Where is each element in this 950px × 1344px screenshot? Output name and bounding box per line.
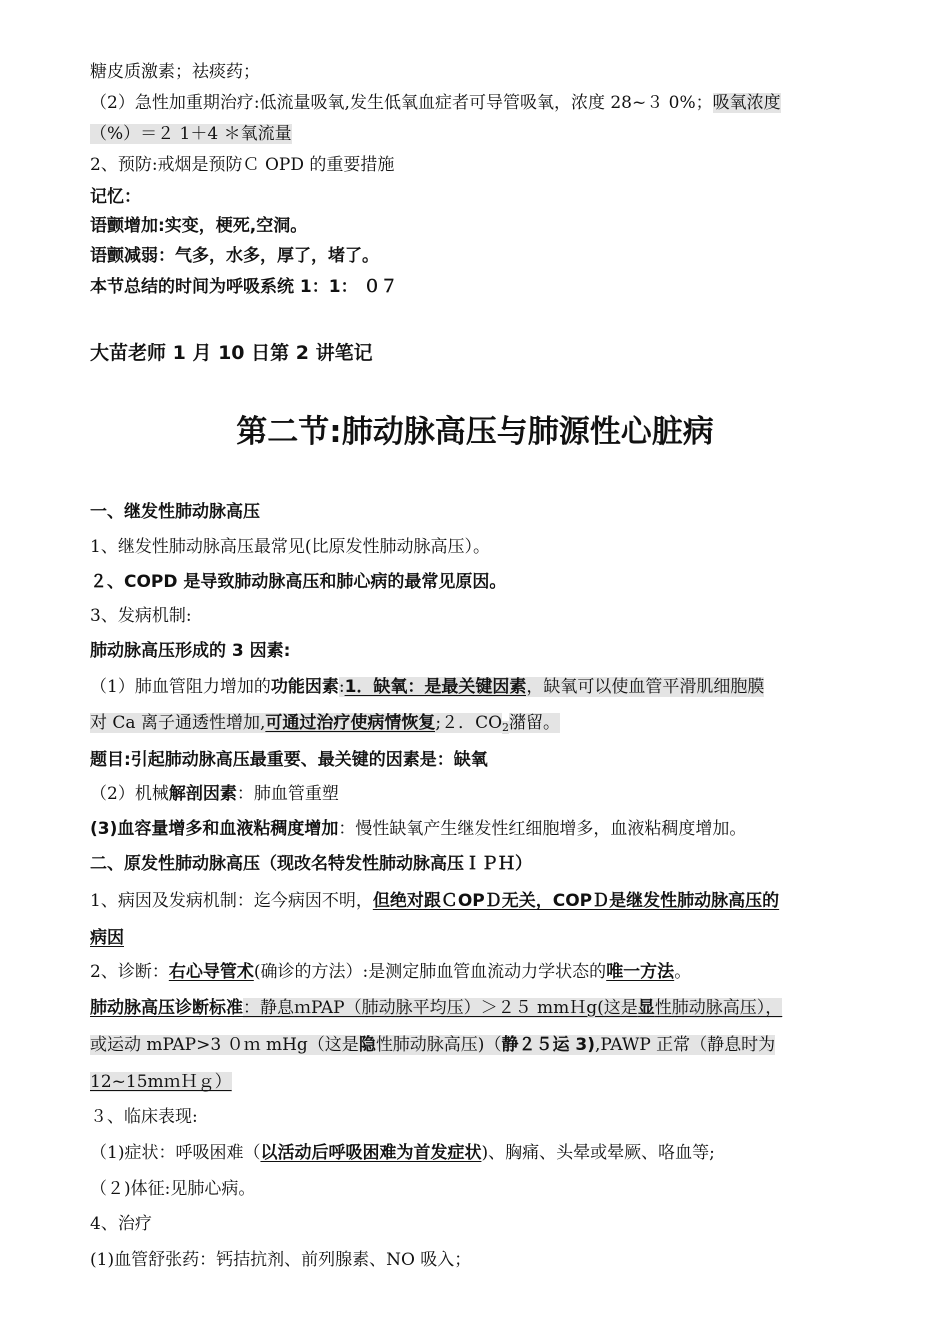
- text-line: (1)血管舒张药：钙拮抗剂、前列腺素、NO 吸入；: [90, 1250, 472, 1270]
- key-point: 唯一方法: [606, 962, 675, 982]
- text-line: [90, 711, 862, 740]
- key-point: 病因: [90, 928, 124, 948]
- text-line: [90, 817, 862, 841]
- highlighted-text: 吸氧浓度: [712, 93, 781, 113]
- highlighted-text: 12~15mｍＨｇ）: [90, 1072, 232, 1092]
- highlighted-text: 对 Ca 离子通透性增加,: [90, 713, 266, 733]
- text-span: （2）急性加重期治疗:低流量吸氧,发生低氧血症者可导管吸氧，浓度 28~３ 0%；: [90, 93, 713, 113]
- key-point: 但绝对跟ＣOPＤ无关，COPＤ是继发性肺动脉高压的: [372, 891, 780, 911]
- text-span: 1、病因及发病机制：迄今病因不明，: [90, 891, 373, 911]
- text-line: 2、预防:戒烟是预防Ｃ OPD 的重要措施: [90, 155, 395, 175]
- text-line: 1、继发性肺动脉高压最常见(比原发性肺动脉高压）。: [90, 537, 490, 557]
- text-line: 糖皮质激素；祛痰药；: [90, 62, 260, 82]
- highlighted-text: 或运动 mPAP>3 ０ｍ mHg（这是: [90, 1035, 359, 1055]
- memo-line: 语颤减弱：气多，水多，厚了，堵了。: [90, 246, 379, 266]
- memo-title: 记忆：: [90, 187, 141, 207]
- highlighted-text: 性肺动脉高压)（: [375, 1035, 502, 1055]
- text-line: [90, 926, 862, 950]
- text-line: [90, 1141, 862, 1165]
- bold-term: 功能因素: [270, 677, 339, 697]
- subscript: 2: [502, 721, 510, 734]
- text-line: [90, 91, 862, 115]
- text-line: [90, 960, 862, 984]
- text-line: [90, 782, 862, 806]
- text-span: )、胸痛、头晕或晕厥、咯血等;: [481, 1143, 715, 1163]
- text-span: :: [338, 677, 345, 697]
- bold-term: 解剖因素: [168, 784, 237, 804]
- key-point: 右心导管术: [168, 962, 254, 982]
- text-span: （2）机械: [90, 784, 169, 804]
- text-line-bold: 肺动脉高压形成的 3 因素:: [90, 641, 291, 661]
- text-line: ３、临床表现:: [90, 1107, 198, 1127]
- highlighted-text: 性肺动脉高压），: [654, 998, 783, 1018]
- text-span: ：慢性缺氧产生继发性红细胞增多，血液粘稠度增加。: [338, 819, 747, 839]
- text-line: [90, 122, 862, 146]
- highlighted-text: ;２．CO: [435, 713, 503, 733]
- highlighted-text: 潴留。: [509, 713, 561, 733]
- memo-line: 本节总结的时间为呼吸系统 1：1： ０７: [90, 277, 398, 297]
- key-point: 以活动后呼吸困难为首发症状: [260, 1143, 482, 1163]
- highlighted-text: ,PAWP 正常（静息时为: [594, 1035, 776, 1055]
- text-line: 4、治疗: [90, 1214, 152, 1234]
- text-line: （２)体征:见肺心病。: [90, 1179, 256, 1199]
- text-line: [90, 996, 862, 1020]
- text-line: 3、发病机制:: [90, 606, 192, 626]
- question-line: 题目:引起肺动脉高压最重要、最关键的因素是：缺氧: [90, 750, 488, 770]
- text-span: （1)症状：呼吸困难（: [90, 1143, 261, 1163]
- bold-term: 肺动脉高压诊断标准: [90, 998, 243, 1018]
- text-span: （1）肺血管阻力增加的: [90, 677, 271, 697]
- subsection-heading: 一、继发性肺动脉高压: [90, 502, 260, 522]
- text-line-bold: ２、COPD 是导致肺动脉高压和肺心病的最常见原因。: [90, 572, 507, 592]
- highlighted-text: （%）＝２ 1＋4 ＊氧流量: [90, 124, 292, 144]
- highlighted-text: ：静息ｍPAP（肺动脉平均压）＞２５ mmＨg(这是: [243, 998, 638, 1018]
- text-line: [90, 675, 862, 699]
- key-point: 可通过治疗使病情恢复: [265, 713, 436, 733]
- text-span: ：肺血管重塑: [236, 784, 339, 804]
- lecture-heading: 大苗老师 1 月 10 日第 2 讲笔记: [90, 342, 373, 364]
- bold-term: 静２５运 3): [501, 1035, 595, 1055]
- highlighted-text: ，缺氧可以使血管平滑肌细胞膜: [526, 677, 765, 697]
- text-span: 。: [674, 962, 692, 982]
- text-span: (确诊的方法）:是测定肺血管血流动力学状态的: [253, 962, 607, 982]
- section-title: 第二节:肺动脉高压与肺源性心脏病: [236, 414, 714, 450]
- text-line: [90, 1033, 862, 1057]
- text-line: [90, 889, 862, 913]
- bold-term: 隐: [358, 1035, 376, 1055]
- bold-term: (3)血容量增多和血液粘稠度增加: [90, 819, 339, 839]
- text-span: 2、诊断：: [90, 962, 169, 982]
- key-point: 1．缺氧：是最关键因素: [344, 677, 527, 697]
- memo-line: 语颤增加:实变，梗死,空洞。: [90, 216, 308, 236]
- subsection-heading: 二、原发性肺动脉高压（现改名特发性肺动脉高压ＩＰＨ）: [90, 854, 532, 874]
- text-line: [90, 1070, 862, 1094]
- bold-term: 显: [637, 998, 655, 1018]
